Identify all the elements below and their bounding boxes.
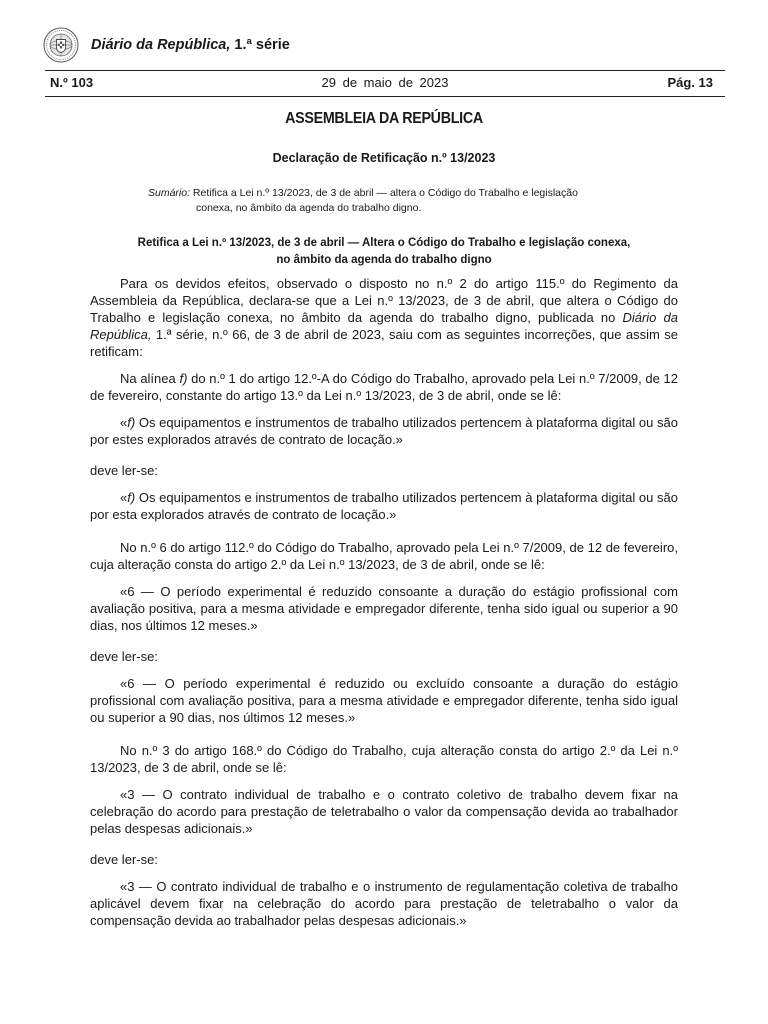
issue-date: 29 de maio de 2023 <box>321 75 449 90</box>
issue-meta-bar <box>45 70 725 97</box>
intro-paragraph <box>90 275 678 360</box>
summary-text-line1: Retifica a Lei n.º 13/2023, de 3 de abril — altera o Código do Trabalho e legislação <box>190 187 578 199</box>
intro-text-b: 1.ª série, n.º 66, de 3 de abril de 2023, saiu com as seguintes incorreções, que assim se retificam: <box>90 327 678 359</box>
deve-ler-se-2: deve ler-se: <box>90 649 158 664</box>
declaration-subtitle <box>0 235 768 269</box>
paragraph-1 <box>90 370 678 404</box>
journal-name: Diário da República, <box>91 37 231 53</box>
subtitle-line2: no âmbito da agenda do trabalho digno <box>276 254 492 266</box>
q1-italic: f) <box>127 415 136 430</box>
intro-text-a: Para os devidos efeitos, observado o disposto no n.º 2 do artigo 115.º do Regimento da Assembleia da República, declara-se que a Lei n.º 13/2023, de 3 de abril, que altera o Código do Trabalho e legislação conexa, no âmbito da agenda do trabalho digno, publicada no <box>90 276 678 325</box>
journal-series: 1.ª série <box>230 37 290 53</box>
declaration-title: Declaração de Retificação n.º 13/2023 <box>272 151 496 165</box>
paragraph-2: No n.º 6 do artigo 112.º do Código do Trabalho, aprovado pela Lei n.º 7/2009, de 12 de fevereiro, cuja alteração consta do artigo 2.º da Lei n.º 13/2023, de 3 de abril, onde se lê: <box>90 540 678 572</box>
deve-ler-se-3: deve ler-se: <box>90 852 158 867</box>
deve-ler-se-1: deve ler-se: <box>90 463 158 478</box>
section-title: ASSEMBLEIA DA REPÚBLICA <box>285 110 483 127</box>
p1-text-a: Na alínea <box>120 371 180 386</box>
q2-italic: f) <box>127 490 136 505</box>
page-number: Pág. 13 <box>667 75 713 90</box>
q1-text: Os equipamentos e instrumentos de trabalho utilizados pertencem à plataforma digital ou são por estes explorados através de contrato de locação.» <box>90 415 678 447</box>
quote-2 <box>90 489 678 523</box>
subtitle-line1: Retifica a Lei n.º 13/2023, de 3 de abril — Altera o Código do Trabalho e legislação conexa, <box>137 237 631 249</box>
quote-3: «6 — O período experimental é reduzido consoante a duração do estágio profissional com avaliação positiva, para a mesma atividade e empregador diferente, tenha sido igual ou superior a 90 dias, nos últimos 12 meses.» <box>90 584 678 633</box>
summary <box>148 186 628 216</box>
issue-number: N.º 103 <box>50 75 94 90</box>
journal-title <box>91 37 290 53</box>
q2-open: « <box>120 490 128 505</box>
p1-text-b: do n.º 1 do artigo 12.º-A do Código do Trabalho, aprovado pela Lei n.º 7/2009, de 12 de fevereiro, constante do artigo 13.º da Lei n.º 13/2023, de 3 de abril, onde se lê: <box>90 371 679 403</box>
quote-6: «3 — O contrato individual de trabalho e o instrumento de regulamentação coletiva de trabalho aplicável devem fixar na celebração do acordo para prestação de teletrabalho o valor da compensação devida ao trabalhador pelas despesas adicionais.» <box>90 879 678 928</box>
quote-4: «6 — O período experimental é reduzido ou excluído consoante a duração do estágio profissional com avaliação positiva, para a mesma atividade e empregador diferente, tenha sido igual ou superior a 90 dias, nos últimos 12 meses.» <box>90 676 678 725</box>
journal-header <box>43 26 290 64</box>
paragraph-3: No n.º 3 do artigo 168.º do Código do Trabalho, cuja alteração consta do artigo 2.º da Lei n.º 13/2023, de 3 de abril, onde se lê: <box>90 743 678 775</box>
quote-5: «3 — O contrato individual de trabalho e o contrato coletivo de trabalho devem fixar na celebração do acordo para prestação de teletrabalho o valor da compensação devida ao trabalhador pelas despesas adicionais.» <box>90 787 678 836</box>
republic-seal-icon <box>43 27 79 63</box>
quote-1 <box>90 414 678 448</box>
intro-text-italic: Diário da República, <box>90 310 679 342</box>
p1-text-italic: f) <box>179 371 188 386</box>
q2-text: Os equipamentos e instrumentos de trabalho utilizados pertencem à plataforma digital ou são por esta explorados através de contrato de locação.» <box>90 490 678 522</box>
document-body <box>90 275 678 929</box>
summary-text-line2: conexa, no âmbito da agenda do trabalho digno. <box>196 202 422 214</box>
summary-label: Sumário: <box>148 187 191 199</box>
q1-open: « <box>120 415 128 430</box>
